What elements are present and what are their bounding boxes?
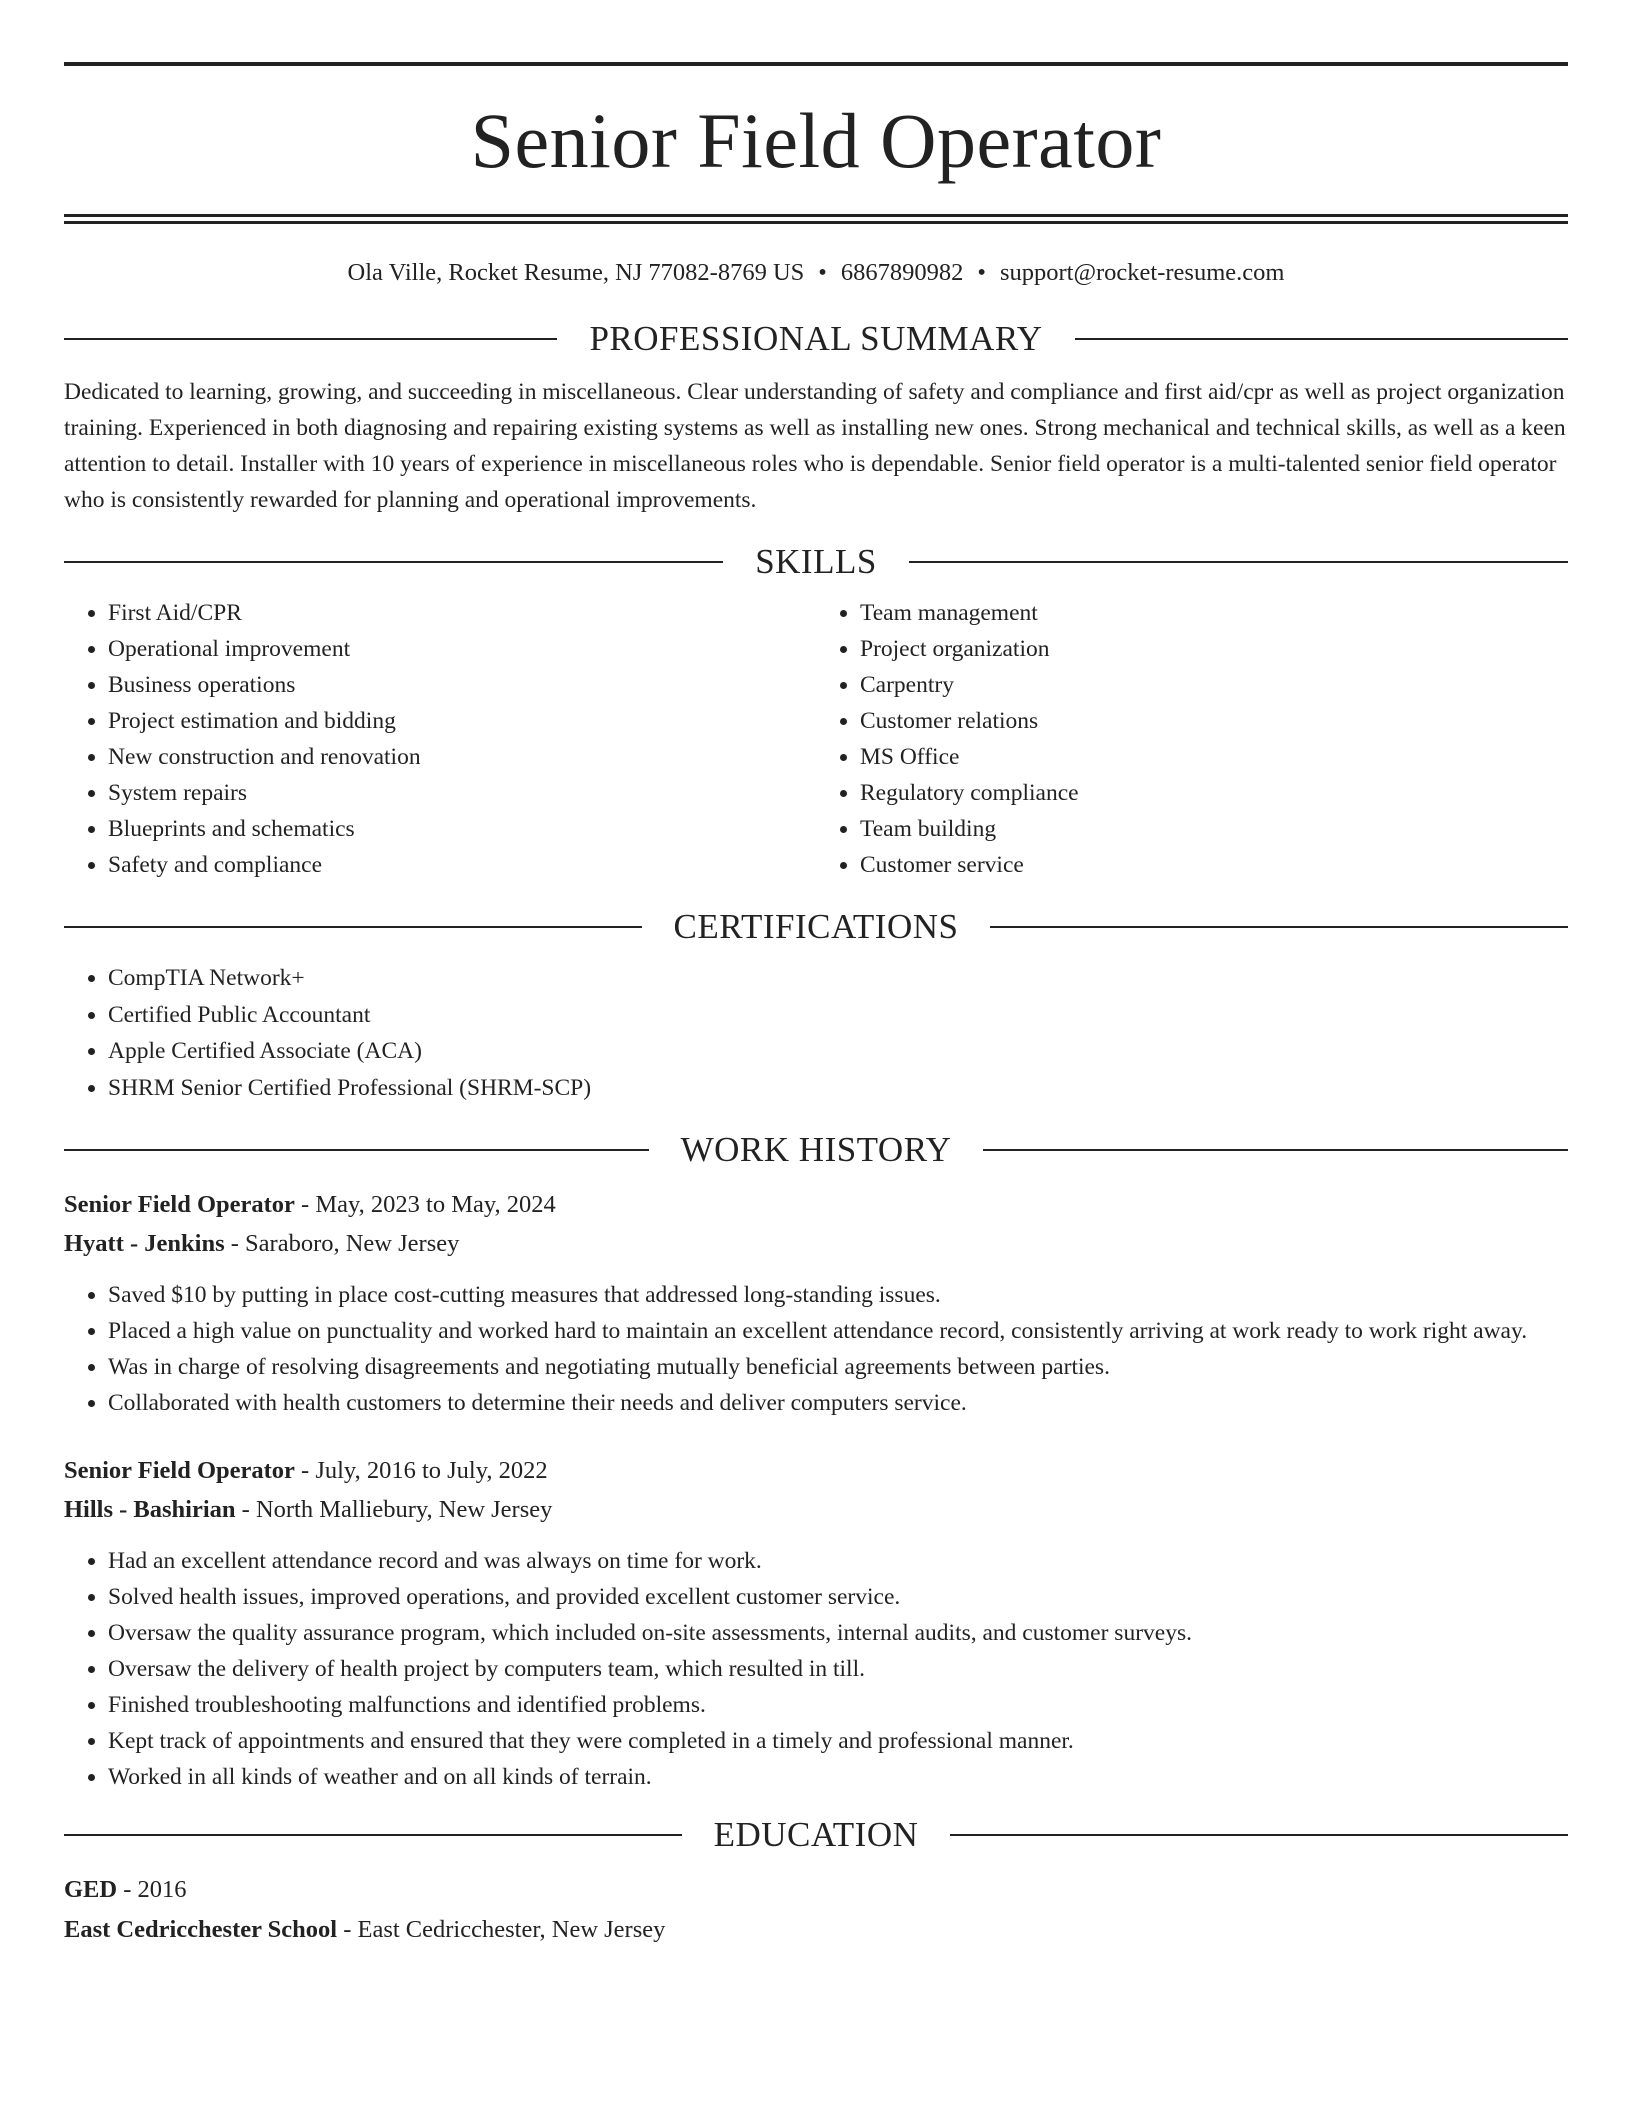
certifications-section-title: CERTIFICATIONS (673, 907, 959, 947)
job-dates: - July, 2016 to July, 2022 (294, 1457, 548, 1485)
skills-section-title: SKILLS (755, 542, 877, 582)
job-company: Hills - Bashirian (64, 1496, 236, 1524)
section-rule-right (1075, 338, 1568, 340)
skills-list-right (816, 595, 1568, 883)
skill-item: • Team building (860, 811, 1568, 847)
job-company: Hyatt - Jenkins (64, 1230, 225, 1258)
contact-separator: • (818, 259, 827, 286)
skill-item: • Customer service (860, 847, 1568, 883)
contact-email: support@rocket-resume.com (999, 259, 1285, 286)
certification-item: • Apple Certified Associate (ACA) (108, 1033, 1568, 1070)
summary-section-title: PROFESSIONAL SUMMARY (589, 319, 1043, 359)
section-rule-right (983, 1149, 1568, 1151)
job-bullet: • Collaborated with health customers to determine their needs and deliver computers service. (108, 1385, 1568, 1421)
job-company-line (64, 1224, 1568, 1263)
education-location: - East Cedricchester, New Jersey (337, 1916, 666, 1944)
job-dates: - May, 2023 to May, 2024 (294, 1191, 556, 1219)
education-degree-line (64, 1870, 1568, 1910)
section-rule-left (64, 561, 723, 563)
certifications-list (64, 960, 1568, 1106)
job-title-line (64, 1451, 1568, 1490)
education-section-header (64, 1815, 1568, 1855)
job-bullet: • Finished troubleshooting malfunctions and identified problems. (108, 1687, 1568, 1723)
education-entry (64, 1870, 1568, 1950)
skill-item: • New construction and renovation (108, 739, 816, 775)
skill-item: • Business operations (108, 667, 816, 703)
summary-text: Dedicated to learning, growing, and succeeding in miscellaneous. Clear understanding of safety and compliance and first aid/cpr as well as project organization training. Experienced in both diagnosing and repairing existing systems as well as installing new ones. Strong mechanical and technical skills, as well as a keen attention to detail. Installer with 10 years of experience in miscellaneous roles who is dependable. Senior field operator is a multi-talented senior field operator who is consistently rewarded for planning and operational improvements. (64, 379, 1566, 514)
section-rule-left (64, 926, 642, 928)
job-location: - North Malliebury, New Jersey (235, 1496, 553, 1524)
job-bullet: • Oversaw the quality assurance program, which included on-site assessments, internal audits, and customer surveys. (108, 1615, 1568, 1651)
job-bullets (64, 1543, 1568, 1795)
top-rule (64, 62, 1568, 66)
resume-name: Senior Field Operator (470, 97, 1162, 184)
education-school: East Cedricchester School (64, 1916, 338, 1944)
contact-line (64, 258, 1568, 287)
job-company-line (64, 1490, 1568, 1529)
section-rule-right (950, 1834, 1568, 1836)
section-rule-right (990, 926, 1568, 928)
education-section-title: EDUCATION (713, 1815, 919, 1855)
skill-item: • Customer relations (860, 703, 1568, 739)
job-bullet: • Placed a high value on punctuality and worked hard to maintain an excellent attendance record, consistently arriving at work ready to work right away. (108, 1313, 1568, 1349)
work-section-header (64, 1130, 1568, 1170)
education-school-line (64, 1910, 1568, 1950)
skill-item: • Project estimation and bidding (108, 703, 816, 739)
skills-section-header (64, 542, 1568, 582)
job-bullet: • Kept track of appointments and ensured that they were completed in a timely and professional manner. (108, 1723, 1568, 1759)
summary-section-header (64, 319, 1568, 359)
job-bullet: • Was in charge of resolving disagreements and negotiating mutually beneficial agreements between parties. (108, 1349, 1568, 1385)
certification-item: • SHRM Senior Certified Professional (SHRM-SCP) (108, 1070, 1568, 1107)
job-entry (64, 1185, 1568, 1421)
certification-item: • CompTIA Network+ (108, 960, 1568, 997)
certification-item: • Certified Public Accountant (108, 997, 1568, 1034)
work-section-title: WORK HISTORY (680, 1130, 952, 1170)
job-bullet: • Oversaw the delivery of health project by computers team, which resulted in till. (108, 1651, 1568, 1687)
section-rule-left (64, 1834, 682, 1836)
job-title-line (64, 1185, 1568, 1224)
section-rule-right (909, 561, 1568, 563)
contact-separator: • (977, 259, 986, 286)
skill-item: • MS Office (860, 739, 1568, 775)
job-bullet: • Had an excellent attendance record and was always on time for work. (108, 1543, 1568, 1579)
skills-list-left (64, 595, 816, 883)
skill-item: • First Aid/CPR (108, 595, 816, 631)
contact-phone: 6867890982 (840, 259, 964, 286)
skill-item: • Safety and compliance (108, 847, 816, 883)
section-rule-left (64, 1149, 649, 1151)
job-bullet: • Saved $10 by putting in place cost-cutting measures that addressed long-standing issues. (108, 1277, 1568, 1313)
job-bullet: • Solved health issues, improved operations, and provided excellent customer service. (108, 1579, 1568, 1615)
skill-item: • Team management (860, 595, 1568, 631)
section-rule-left (64, 338, 557, 340)
contact-address: Ola Ville, Rocket Resume, NJ 77082-8769 US (347, 259, 805, 286)
job-entry (64, 1451, 1568, 1795)
job-bullet: • Worked in all kinds of weather and on all kinds of terrain. (108, 1759, 1568, 1795)
education-degree: GED (64, 1876, 118, 1904)
skill-item: • System repairs (108, 775, 816, 811)
job-bullets (64, 1277, 1568, 1421)
skill-item: • Operational improvement (108, 631, 816, 667)
skill-item: • Carpentry (860, 667, 1568, 703)
skill-item: • Blueprints and schematics (108, 811, 816, 847)
certifications-section-header (64, 907, 1568, 947)
job-title: Senior Field Operator (64, 1457, 295, 1485)
education-year: - 2016 (117, 1876, 187, 1904)
skills-columns (64, 595, 1568, 883)
skill-item: • Regulatory compliance (860, 775, 1568, 811)
job-title: Senior Field Operator (64, 1191, 295, 1219)
job-location: - Saraboro, New Jersey (224, 1230, 460, 1258)
double-rule (64, 214, 1568, 224)
skill-item: • Project organization (860, 631, 1568, 667)
